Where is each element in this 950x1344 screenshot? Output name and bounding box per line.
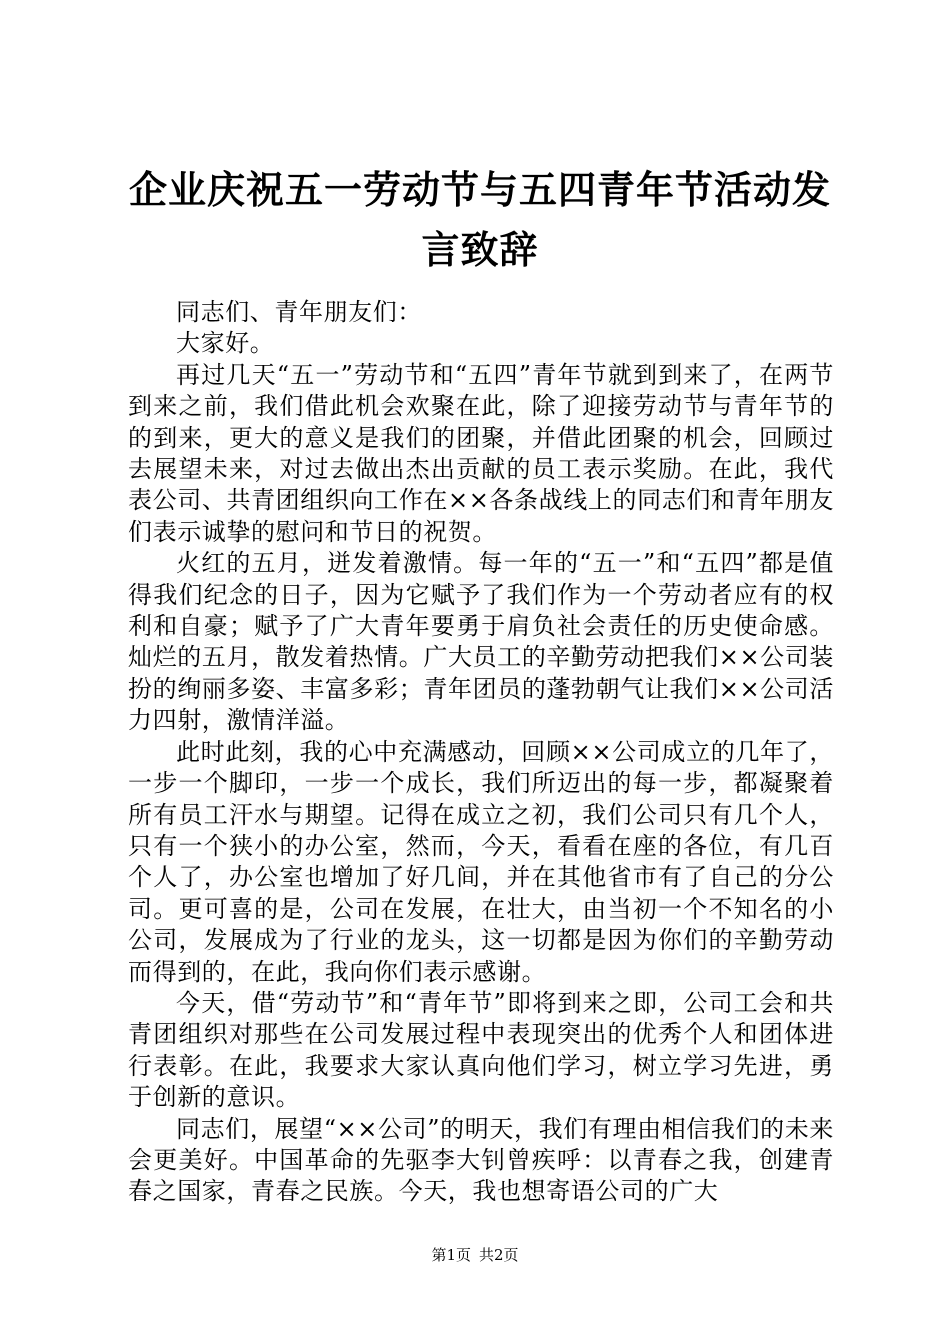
page-number: 第1页	[431, 1246, 471, 1264]
salutation: 同志们、青年朋友们：	[176, 298, 422, 326]
paragraph: 今天，借“劳动节”和“青年节”即将到来之即，公司工会和共青团组织对那些在公司发展过程中表现突出的优秀个人和团体进行表彰。在此，我要求大家认真向他们学习，树立学习先进，勇于创新的意识。	[128, 988, 834, 1112]
greeting: 大家好。	[176, 329, 275, 358]
paragraph: 再过几天“五一”劳动节和“五四”青年节就到到来了，在两节到来之前，我们借此机会欢聚在此，除了迎接劳动节与青年节的的到来，更大的意义是我们的团聚，并借此团聚的机会，回顾过去展望未来，对过去做出杰出贡献的员工表示奖励。在此，我代表公司、共青团组织向工作在××各条战线上的同志们和青年朋友们表示诚挚的慰问和节日的祝贺。	[128, 360, 834, 546]
document-title: 企业庆祝五一劳动节与五四青年节活动发言致辞	[128, 167, 831, 272]
page-total: 共2页	[479, 1246, 519, 1264]
document-body	[128, 297, 834, 1208]
page-footer	[0, 1245, 950, 1265]
paragraph: 此时此刻，我的心中充满感动，回顾××公司成立的几年了，一步一个脚印，一步一个成长，我们所迈出的每一步，都凝聚着所有员工汗水与期望。记得在成立之初，我们公司只有几个人，只有一个狭小的办公室，然而，今天，看看在座的各位，有几百个人了，办公室也增加了好几间，并在其他省市有了自己的分公司。更可喜的是，公司在发展，在壮大，由当初一个不知名的小公司，发展成为了行业的龙头，这一切都是因为你们的辛勤劳动而得到的，在此，我向你们表示感谢。	[128, 737, 834, 986]
paragraph: 同志们，展望“××公司”的明天，我们有理由相信我们的未来会更美好。中国革命的先驱李大钊曾疾呼：以青春之我，创建青春之国家，青春之民族。今天，我也想寄语公司的广大	[128, 1114, 834, 1206]
paragraph: 火红的五月，迸发着激情。每一年的“五一”和“五四”都是值得我们纪念的日子，因为它赋予了我们作为一个劳动者应有的权利和自豪；赋予了广大青年要勇于肩负社会责任的历史使命感。灿烂的五月，散发着热情。广大员工的辛勤劳动把我们××公司装扮的绚丽多姿、丰富多彩；青年团员的蓬勃朝气让我们××公司活力四射，激情洋溢。	[128, 549, 834, 735]
